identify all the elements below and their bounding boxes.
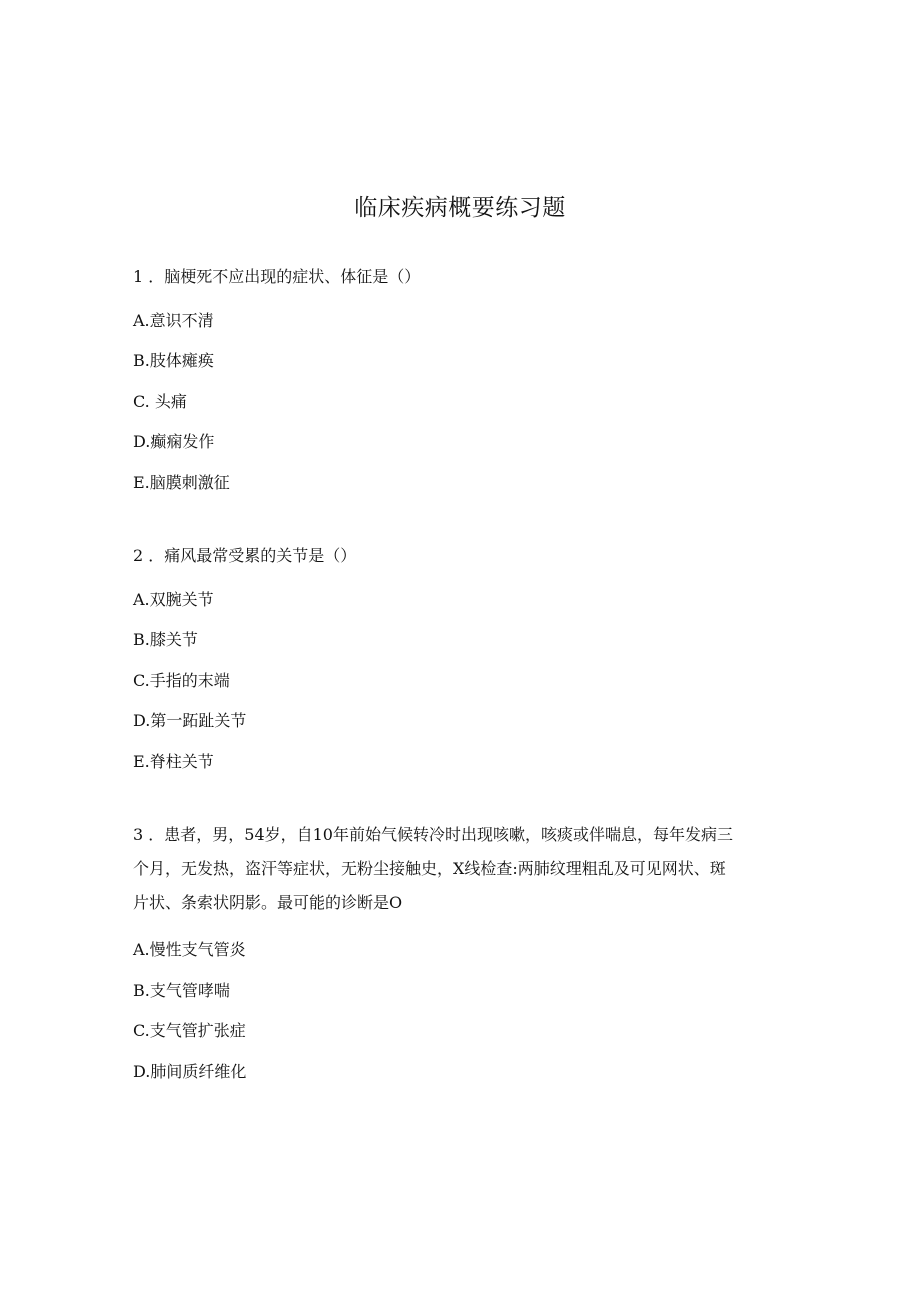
question-1-option-b: B.肢体瘫痪: [133, 351, 214, 370]
question-2-option-c: C.手指的末端: [133, 671, 230, 690]
question-3-option-a: A.慢性支气管炎: [133, 940, 246, 959]
question-1-option-d: D.癫痫发作: [133, 432, 215, 451]
question-1-stem: 1 ．脑梗死不应出现的症状、体征是（）: [133, 267, 421, 286]
question-2-option-e: E.脊柱关节: [133, 752, 214, 771]
question-3-stem-line: 片状、条索状阴影。最可能的诊断是O: [133, 893, 403, 912]
question-2-stem: 2 ．痛风最常受累的关节是（）: [133, 546, 357, 565]
question-1-option-e: E.脑膜刺激征: [133, 473, 230, 492]
question-3-stem-line: 个月，无发热，盗汗等症状，无粉尘接触史，X线检查:两肺纹理粗乱及可见网状、斑: [133, 859, 726, 878]
question-1-option-a: A.意识不清: [133, 311, 214, 330]
question-3-stem: [133, 818, 773, 920]
question-2-option-d: D.第一跖趾关节: [133, 711, 247, 730]
question-2-option-a: A.双腕关节: [133, 590, 214, 609]
question-2-option-b: B.膝关节: [133, 630, 198, 649]
question-3-option-d: D.肺间质纤维化: [133, 1062, 247, 1081]
question-3-stem-line: 3 ．患者，男，54岁，自10年前始气候转冷时出现咳嗽，咳痰或伴喘息，每年发病三: [133, 825, 733, 844]
question-3-option-c: C.支气管扩张症: [133, 1021, 246, 1040]
page-title: 临床疾病概要练习题: [354, 195, 566, 221]
question-1-option-c: C. 头痛: [133, 392, 187, 411]
question-3-option-b: B.支气管哮喘: [133, 981, 230, 1000]
